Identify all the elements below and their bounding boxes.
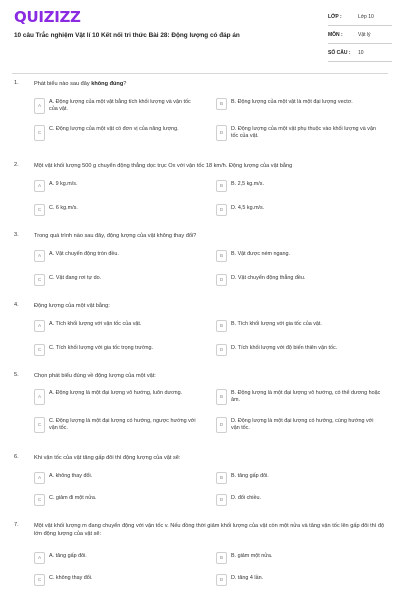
- option-text: B. Vật được ném ngang.: [231, 251, 290, 257]
- option-text: B. Động lượng của một vật là một đại lượng vectơ.: [231, 99, 353, 105]
- option-b[interactable]: [216, 472, 388, 486]
- option-text: C. Tích khối lượng với gia tốc trọng trường.: [49, 345, 154, 351]
- question-number: 1.: [14, 80, 19, 86]
- option-text: C. Vật đang rơi tự do.: [49, 275, 102, 281]
- worksheet-meta: [328, 10, 392, 64]
- question-text: Chọn phát biểu đúng về động lượng của một vật:: [34, 373, 156, 379]
- question-text: Một vật khối lượng m đang chuyển động với vận tốc v. Nếu đồng thời giảm khối lượng của vật còn một nửa và tăng vận tốc lên gấp đôi thì độ lớn động lượng của vật sẽ:: [34, 523, 385, 537]
- option-text: A. Tích khối lượng với vận tốc của vật.: [49, 321, 142, 327]
- option-c[interactable]: [34, 574, 214, 588]
- option-d[interactable]: [216, 344, 388, 358]
- option-c[interactable]: [34, 125, 214, 139]
- question-7: [14, 522, 388, 594]
- option-b[interactable]: [216, 180, 388, 194]
- meta-count: [328, 46, 392, 62]
- question-4: [14, 302, 388, 362]
- option-d[interactable]: [216, 274, 388, 288]
- option-text: D. 4,5 kg.m/s.: [231, 205, 265, 211]
- option-letter: C: [34, 204, 45, 216]
- option-letter: D: [216, 274, 227, 286]
- option-letter: A: [34, 320, 45, 332]
- option-c[interactable]: [34, 274, 214, 288]
- option-letter: A: [34, 552, 45, 564]
- option-letter: D: [216, 574, 227, 586]
- option-letter: A: [34, 472, 45, 484]
- option-letter: C: [34, 274, 45, 286]
- option-b[interactable]: [216, 320, 388, 334]
- option-d[interactable]: [216, 204, 388, 218]
- option-text: C. Động lượng của một vật có đơn vị của năng lượng.: [49, 126, 179, 132]
- option-b[interactable]: [216, 98, 388, 112]
- option-text: C. 6 kg.m/s.: [49, 205, 78, 211]
- question-3: [14, 232, 388, 292]
- option-letter: A: [34, 389, 45, 405]
- option-text: A. không thay đổi.: [49, 473, 93, 479]
- question-5: [14, 372, 388, 444]
- meta-count-label: SỐ CÂU :: [328, 50, 351, 56]
- option-b[interactable]: [216, 389, 388, 403]
- question-text: Khi vận tốc của vật tăng gấp đôi thì động lượng của vật sẽ:: [34, 455, 181, 461]
- option-letter: B: [216, 472, 227, 484]
- option-text: D. Tích khối lượng với độ biến thiên vận tốc.: [231, 345, 338, 351]
- option-text: D. đổi chiều.: [231, 495, 261, 501]
- meta-count-value: 10: [358, 50, 364, 56]
- option-text: B. Động lượng là một đại lượng vô hướng, có thể dương hoặc âm.: [231, 390, 381, 403]
- question-text: Động lượng của một vật bằng:: [34, 303, 110, 309]
- option-letter: A: [34, 180, 45, 192]
- option-d[interactable]: [216, 125, 388, 139]
- option-letter: D: [216, 344, 227, 356]
- option-c[interactable]: [34, 494, 214, 508]
- option-text: B. tăng gấp đôi.: [231, 473, 269, 479]
- option-text: D. Vật chuyển động thẳng đều.: [231, 275, 306, 281]
- worksheet-title: 10 câu Trắc nghiệm Vật lí 10 Kết nối tri thức Bài 28: Động lượng có đáp án: [14, 32, 240, 39]
- question-text: Phát biểu nào sau đây không đúng?: [34, 81, 127, 87]
- option-text: B. Tích khối lượng với gia tốc của vật.: [231, 321, 322, 327]
- option-a[interactable]: [34, 552, 214, 566]
- meta-subject: [328, 28, 392, 44]
- option-c[interactable]: [34, 344, 214, 358]
- option-letter: C: [34, 417, 45, 433]
- question-2: [14, 162, 388, 222]
- option-text: B. giảm một nửa.: [231, 553, 273, 559]
- option-text: B. 2,5 kg.m/s.: [231, 181, 264, 187]
- option-a[interactable]: [34, 180, 214, 194]
- option-text: D. tăng 4 lần.: [231, 575, 264, 581]
- option-letter: A: [34, 98, 45, 114]
- option-letter: D: [216, 417, 227, 433]
- option-a[interactable]: [34, 98, 214, 112]
- question-number: 6.: [14, 454, 19, 460]
- option-text: A. 9 kg.m/s.: [49, 181, 78, 187]
- option-d[interactable]: [216, 574, 388, 588]
- option-c[interactable]: [34, 204, 214, 218]
- option-text: A. Động lượng là một đại lượng vô hướng, luôn dương.: [49, 390, 183, 396]
- option-text: D. Động lượng của một vật phụ thuộc vào khối lượng và vận tốc của vật.: [231, 126, 376, 139]
- question-number: 5.: [14, 372, 19, 378]
- option-letter: B: [216, 389, 227, 405]
- option-letter: D: [216, 494, 227, 506]
- question-1: [14, 80, 388, 150]
- option-d[interactable]: [216, 494, 388, 508]
- meta-grade-label: LỚP :: [328, 14, 342, 20]
- option-a[interactable]: [34, 320, 214, 334]
- quizizz-logo: QUIZIZZ: [14, 8, 81, 26]
- question-number: 4.: [14, 302, 19, 308]
- option-text: C. giảm đi một nửa.: [49, 495, 97, 501]
- option-text: A. Vật chuyển động tròn đều.: [49, 251, 119, 257]
- option-text: D. Động lượng là một đại lượng có hướng, cùng hướng với vận tốc.: [231, 418, 374, 431]
- option-letter: D: [216, 125, 227, 141]
- option-text: C. không thay đổi.: [49, 575, 93, 581]
- option-c[interactable]: [34, 417, 214, 431]
- option-letter: B: [216, 180, 227, 192]
- question-number: 7.: [14, 522, 19, 528]
- option-a[interactable]: [34, 472, 214, 486]
- option-letter: C: [34, 494, 45, 506]
- question-number: 3.: [14, 232, 19, 238]
- option-b[interactable]: [216, 250, 388, 264]
- question-text: Một vật khối lượng 500 g chuyển động thẳng dọc trục Ox với vận tốc 18 km/h. Động lượng của vật bằng: [34, 163, 293, 169]
- option-letter: C: [34, 125, 45, 141]
- option-letter: B: [216, 320, 227, 332]
- meta-grade-value: Lớp 10: [358, 14, 374, 20]
- meta-subject-value: Vật lý: [358, 32, 371, 38]
- option-letter: C: [34, 574, 45, 586]
- worksheet-header: [0, 0, 400, 66]
- meta-grade: [328, 10, 392, 26]
- question-number: 2.: [14, 162, 19, 168]
- meta-subject-label: MÔN :: [328, 32, 343, 38]
- option-letter: B: [216, 552, 227, 564]
- option-text: C. Động lượng là một đại lượng có hướng, ngược hướng với vận tốc.: [49, 418, 196, 431]
- option-text: A. tăng gấp đôi.: [49, 553, 87, 559]
- option-letter: C: [34, 344, 45, 356]
- option-letter: B: [216, 250, 227, 262]
- option-text: A. Động lượng của một vật bằng tích khối lượng và vận tốc của vật.: [49, 99, 191, 112]
- option-a[interactable]: [34, 389, 214, 403]
- question-text: Trong quá trình nào sau đây, động lượng của vật không thay đổi?: [34, 233, 197, 239]
- header-divider: [12, 73, 388, 74]
- option-d[interactable]: [216, 417, 388, 431]
- option-letter: A: [34, 250, 45, 262]
- option-letter: D: [216, 204, 227, 216]
- option-a[interactable]: [34, 250, 214, 264]
- option-b[interactable]: [216, 552, 388, 566]
- option-letter: B: [216, 98, 227, 110]
- question-6: [14, 454, 388, 514]
